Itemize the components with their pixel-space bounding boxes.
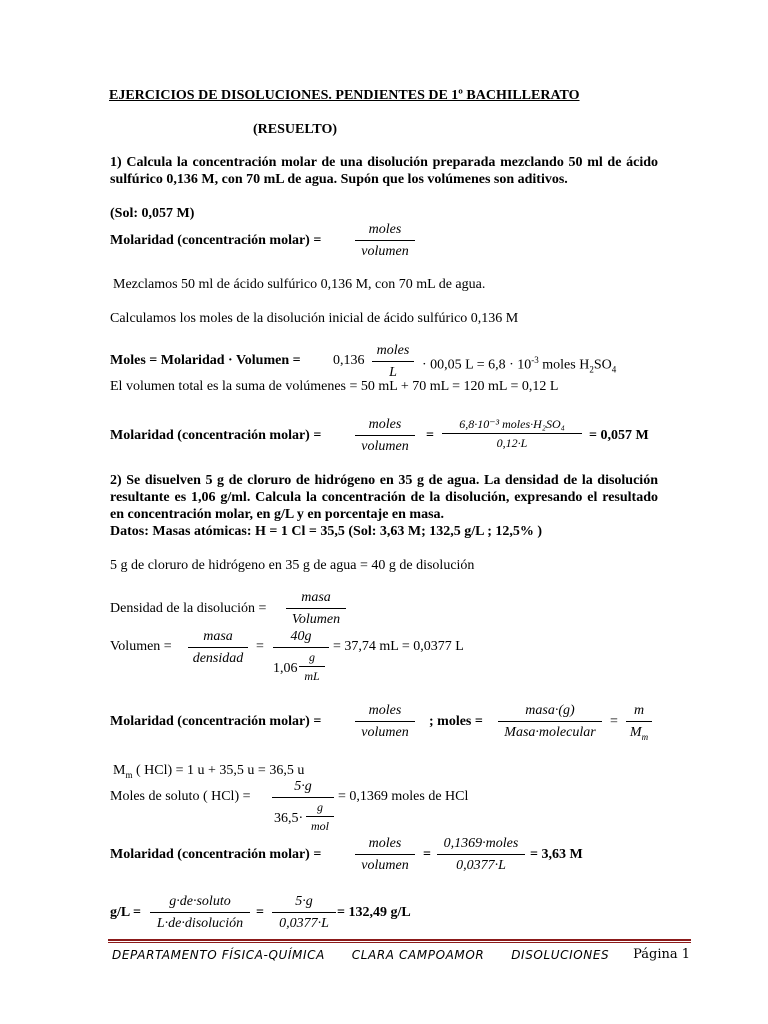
molarity-result-fraction-1 (355, 417, 415, 455)
fraction-denominator: volumen (361, 244, 409, 259)
molarity-result-label: Molaridad (concentración molar) = (110, 428, 322, 443)
fraction-numerator: moles (368, 703, 402, 718)
equals-sign: = (423, 847, 431, 862)
molar-mass-subscript: m (125, 769, 133, 780)
fraction-denominator: L (389, 365, 397, 380)
fraction-denominator: 0,12·L (496, 436, 528, 450)
fraction-numerator: moles (368, 222, 402, 237)
molar-mass-symbol: M (629, 725, 642, 740)
density-fraction (286, 590, 346, 628)
fraction-denominator: Masa·molecular (504, 725, 596, 740)
footer-rule-thin (108, 942, 691, 943)
molarity-definition-fraction (355, 222, 415, 260)
molar-mass-subscript: m (641, 731, 649, 742)
fraction-denominator: mol (311, 819, 329, 833)
exercise-1-solution: (Sol: 0,057 M) (110, 206, 195, 221)
fraction-numerator: moles (368, 417, 402, 432)
fraction-numerator: g (309, 650, 315, 664)
footer-rule (108, 939, 691, 941)
gl-label: g/L = (110, 905, 141, 920)
fraction-numerator: masa·(g) (525, 703, 575, 718)
fraction-denominator: volumen (361, 439, 409, 454)
fraction-denominator: volumen (361, 858, 409, 873)
fraction-numerator: 6,8·10⁻³ moles·H₂SO₄ (459, 417, 565, 431)
volume-fraction-2 (273, 629, 329, 689)
exercise-1-statement: 1) Calcula la concentración molar de una disolución preparada mezclando 50 ml de ácido sulfúrico 0,136 M, con 70 mL de agua. Supón que los volúmenes son aditivos. (110, 155, 658, 187)
page-title: EJERCICIOS DE DISOLUCIONES. PENDIENTES DE 1º BACHILLERATO (109, 88, 580, 103)
solute-moles-fraction (272, 779, 334, 839)
exercise-2-statement: 2) Se disuelven 5 g de cloruro de hidrógeno en 35 g de agua. La densidad de la disolución resultante es 1,06 g/ml. Calcula la concentración de la disolución, expresando el resultado en concentración molar, en g/L y en porcentaje en masa. (110, 473, 658, 522)
moles-result-text: · 00,05 L = 6,8 · 10 (422, 357, 532, 373)
gl-fraction-2 (272, 894, 336, 932)
solute-moles-label: Moles de soluto ( HCl) = (110, 789, 251, 804)
volume-result: = 37,74 mL = 0,0377 L (333, 639, 464, 654)
moles-formula-tail: moles H (538, 357, 590, 373)
exercise-2-data: Datos: Masas atómicas: H = 1 Cl = 35,5 (Sol: 3,63 M; 132,5 g/L ; 12,5% ) (110, 524, 543, 539)
m-over-mm-fraction (626, 703, 652, 745)
footer-topic: DISOLUCIONES (511, 948, 610, 962)
fraction-denominator (626, 725, 652, 745)
fraction-numerator: moles (376, 343, 410, 358)
equals-sign: = (610, 714, 618, 729)
molarity-result-value-2: = 3,63 M (530, 847, 583, 862)
density-unit-fraction (299, 651, 325, 683)
density-value: 1,06 (273, 661, 298, 676)
fraction-numerator: g·de·soluto (169, 894, 231, 909)
molarity-definition-label: Molaridad (concentración molar) = (110, 233, 322, 248)
o4-subscript: 4 (611, 364, 617, 375)
fraction-numerator: m (633, 703, 645, 718)
fraction-denominator: densidad (192, 651, 244, 666)
page-subtitle: (RESUELTO) (253, 122, 338, 137)
fraction-numerator: 0,1369·moles (443, 836, 519, 851)
molarity-result-fraction-4 (437, 836, 525, 874)
moles-exponent: -3 (531, 355, 539, 365)
fraction-denominator (272, 801, 334, 839)
h2-subscript: 2 (589, 364, 594, 375)
fraction-denominator: 0,0377·L (456, 858, 506, 873)
moles-mass-fraction (498, 703, 602, 741)
molar-mass-value: 36,5· (274, 811, 304, 826)
equals-sign: = (256, 905, 264, 920)
molarity-result-label-2: Molaridad (concentración molar) = (110, 847, 322, 862)
gl-result: = 132,49 g/L (337, 905, 411, 920)
fraction-numerator: masa (203, 629, 233, 644)
fraction-numerator: masa (301, 590, 331, 605)
mix-line: Mezclamos 50 ml de ácido sulfúrico 0,136 M, con 70 mL de agua. (113, 277, 486, 292)
footer-author: CLARA CAMPOAMOR (351, 948, 485, 962)
molar-mass-symbol: M (113, 763, 126, 778)
molarity-result-value: = 0,057 M (589, 428, 649, 443)
equals-sign: = (256, 639, 264, 654)
moles-formula-label: Moles = Molaridad · Volumen = (110, 353, 301, 368)
molarity-definition-label-2: Molaridad (concentración molar) = (110, 714, 322, 729)
moles-result (422, 352, 616, 378)
fraction-denominator: Volumen (291, 612, 341, 627)
molarity-fraction-2 (355, 703, 415, 741)
fraction-numerator: 5·g (294, 779, 312, 794)
volume-fraction-1 (188, 629, 248, 667)
equals-sign: = (426, 428, 434, 443)
fraction-denominator (273, 651, 329, 689)
so4-text: SO (593, 357, 612, 373)
fraction-numerator: g (317, 800, 323, 814)
fraction-denominator: mL (304, 669, 320, 683)
fraction-numerator: 5·g (295, 894, 313, 909)
solute-moles-result: = 0,1369 moles de HCl (338, 789, 469, 804)
footer-page-number: Página 1 (633, 947, 690, 962)
fraction-numerator: 40g (290, 629, 312, 644)
solution-mass-line: 5 g de cloruro de hidrógeno en 35 g de agua = 40 g de disolución (110, 558, 475, 573)
total-volume-line: El volumen total es la suma de volúmenes = 50 mL + 70 mL = 120 mL = 0,12 L (110, 379, 559, 394)
calc-line: Calculamos los moles de la disolución inicial de ácido sulfúrico 0,136 M (110, 311, 519, 326)
density-label: Densidad de la disolución = (110, 601, 267, 616)
moles-label: ; moles = (429, 714, 483, 729)
moles-unit-fraction (372, 343, 414, 381)
molar-mass-unit-fraction (306, 801, 334, 833)
page-footer (112, 948, 690, 962)
molarity-result-fraction-2 (442, 418, 582, 450)
molarity-value: 0,136 (333, 353, 365, 368)
fraction-numerator: moles (368, 836, 402, 851)
footer-department: DEPARTAMENTO FÍSICA-QUÍMICA (112, 948, 325, 962)
volume-label: Volumen = (110, 639, 172, 654)
fraction-denominator: L·de·disolución (156, 916, 244, 931)
molarity-result-fraction-3 (355, 836, 415, 874)
gl-fraction-1 (150, 894, 250, 932)
molar-mass-text: ( HCl) = 1 u + 35,5 u = 36,5 u (132, 763, 305, 778)
fraction-denominator: 0,0377·L (279, 916, 329, 931)
fraction-denominator: volumen (361, 725, 409, 740)
